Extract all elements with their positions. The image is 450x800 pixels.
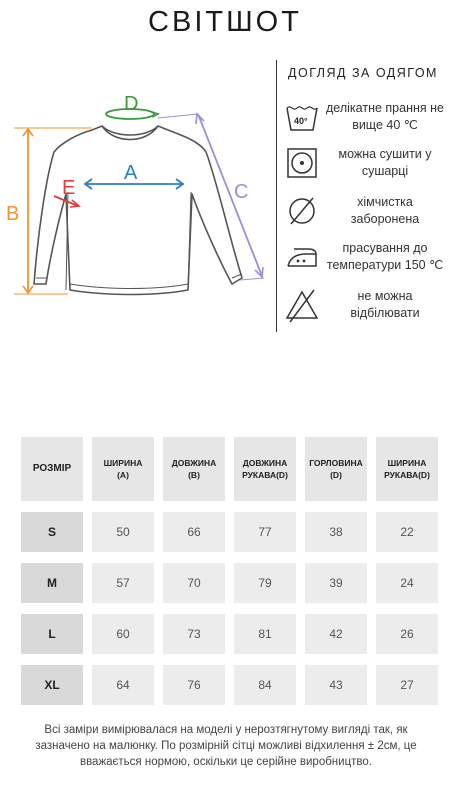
table-cell: 81	[234, 614, 296, 654]
no-bleach-icon	[284, 288, 320, 324]
measure-d	[106, 93, 158, 119]
table-cell: 43	[305, 665, 367, 705]
label-d: D	[124, 93, 139, 115]
table-cell: 24	[376, 563, 438, 603]
care-text-bleach: не можна відбілювати	[350, 289, 420, 320]
wash-40-icon	[284, 100, 320, 136]
care-section	[282, 66, 444, 320]
table-cell: 77	[234, 512, 296, 552]
table-cell: 66	[163, 512, 225, 552]
header-sleeve-length: ДОВЖИНА РУКАВА(D)	[234, 437, 296, 501]
measure-c	[158, 114, 264, 280]
care-title: ДОГЛЯД ЗА ОДЯГОМ	[288, 66, 438, 80]
size-table	[12, 426, 447, 716]
header-length: ДОВЖИНА (В)	[163, 437, 225, 501]
label-c: C	[234, 181, 249, 203]
label-e: E	[62, 177, 76, 199]
care-text-wash: делікатне прання не вище 40 ℃	[326, 101, 444, 132]
care-item-iron	[282, 240, 444, 284]
table-cell: 73	[163, 614, 225, 654]
size-cell: M	[21, 563, 83, 603]
size-cell: S	[21, 512, 83, 552]
table-cell: 50	[92, 512, 154, 552]
table-cell: 64	[92, 665, 154, 705]
header-size: РОЗМІР	[21, 437, 83, 501]
table-cell: 39	[305, 563, 367, 603]
size-cell: L	[21, 614, 83, 654]
page-title: СВІТШОТ	[148, 6, 302, 38]
care-text-iron: прасування до температури 150 ℃	[326, 241, 444, 272]
sweatshirt-outline	[34, 126, 242, 295]
care-text-dry: можна сушити у сушарці	[338, 147, 432, 178]
table-cell: 79	[234, 563, 296, 603]
table-cell: 70	[163, 563, 225, 603]
header-neckline: ГОРЛОВИНА (D)	[305, 437, 367, 501]
table-row	[21, 563, 438, 603]
care-item-wash	[282, 100, 444, 144]
care-item-bleach	[282, 288, 444, 332]
care-item-dry	[282, 146, 444, 190]
size-cell: XL	[21, 665, 83, 705]
table-cell: 27	[376, 665, 438, 705]
table-cell: 42	[305, 614, 367, 654]
table-cell: 76	[163, 665, 225, 705]
table-cell: 38	[305, 512, 367, 552]
header-sleeve-width: ШИРИНА РУКАВА(D)	[376, 437, 438, 501]
care-item-dry-clean	[282, 194, 444, 238]
table-cell: 26	[376, 614, 438, 654]
divider-line	[276, 60, 277, 332]
measure-a	[85, 162, 183, 189]
tumble-dry-icon	[284, 146, 320, 182]
table-row	[21, 614, 438, 654]
table-row	[21, 512, 438, 552]
no-dry-clean-icon	[284, 194, 320, 230]
iron-icon	[284, 240, 320, 276]
care-text-dry-clean: хімчистка заборонена	[350, 195, 420, 226]
table-cell: 84	[234, 665, 296, 705]
header-width: ШИРИНА (А)	[92, 437, 154, 501]
label-a: A	[124, 162, 138, 184]
table-cell: 22	[376, 512, 438, 552]
wash-temp-label: 40°	[294, 116, 308, 126]
sweatshirt-diagram	[6, 82, 270, 304]
label-b: B	[6, 203, 20, 225]
table-header-row	[21, 437, 438, 501]
table-cell: 60	[92, 614, 154, 654]
table-cell: 57	[92, 563, 154, 603]
measurement-note: Всі заміри вимірювалася на моделі у нерозтягнутому вигляді так, як зазначено на малюнку. По розмірній сітці можливі відхилення ± 2см, це вважається нормою, оскільки це серійне виробництво.	[35, 724, 417, 768]
table-row	[21, 665, 438, 705]
